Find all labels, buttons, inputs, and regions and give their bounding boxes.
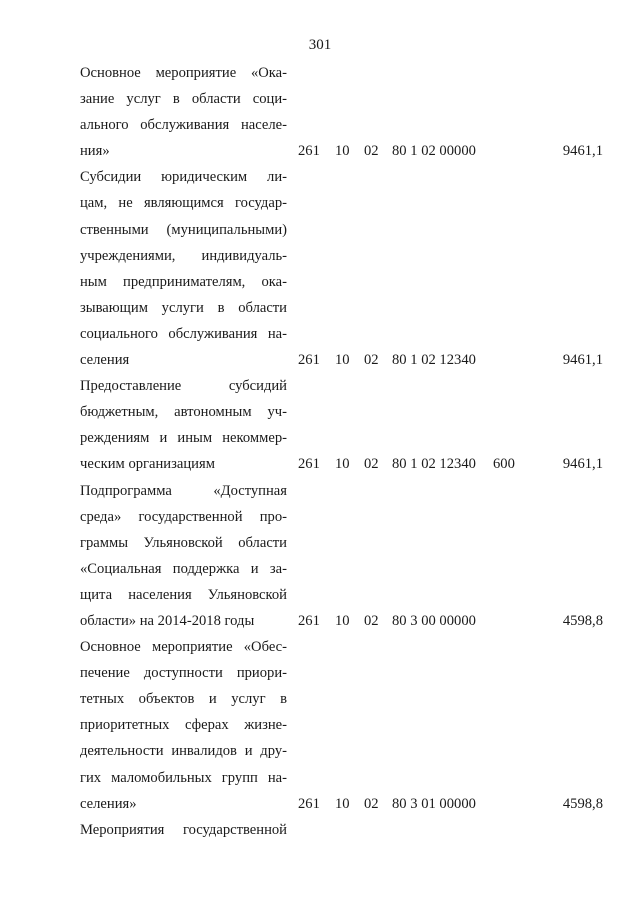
- row-name-line: учреждениями, индивидуаль-: [80, 247, 287, 264]
- row-target-code: 80 1 02 12340: [392, 456, 476, 473]
- row-section: 10: [335, 352, 350, 369]
- row-org-code: 261: [298, 795, 320, 812]
- table-row: [0, 164, 640, 373]
- row-name-line: цам, не являющимся государ-: [80, 195, 287, 212]
- row-target-code: 80 3 00 00000: [392, 613, 476, 629]
- row-subsection: 02: [364, 143, 379, 160]
- row-name-line: Субсидии юридическим ли-: [80, 169, 287, 186]
- row-name-line: социального обслуживания на-: [80, 325, 287, 342]
- table-row: [0, 634, 640, 817]
- row-name-line: ческим организациям: [80, 456, 215, 473]
- row-section: 10: [335, 613, 350, 629]
- row-name: [80, 373, 287, 477]
- row-name-line: Основное мероприятие «Обес-: [80, 639, 287, 656]
- row-name: [80, 60, 287, 164]
- row-sum: 9461,1: [562, 456, 603, 473]
- row-name-line: зание услуг в области соци-: [80, 91, 287, 108]
- row-name-line: гих маломобильных групп на-: [80, 769, 287, 786]
- row-name: [80, 478, 287, 635]
- row-target-code: 80 3 01 00000: [392, 795, 476, 812]
- row-sum: 4598,8: [562, 613, 603, 629]
- row-org-code: 261: [298, 613, 320, 629]
- row-name-line: деятельности инвалидов и дру-: [80, 743, 287, 760]
- row-name: [80, 634, 287, 817]
- row-name-line: реждениям и иным некоммер-: [80, 430, 287, 447]
- row-name-line: зывающим услуги в области: [80, 299, 287, 316]
- table-row: [0, 478, 640, 635]
- table-row: [0, 373, 640, 477]
- row-name-line: Мероприятия государственной: [80, 821, 287, 838]
- row-section: 10: [335, 143, 350, 160]
- row-name-line: области» на 2014-2018 годы: [80, 612, 255, 629]
- row-org-code: 261: [298, 456, 320, 473]
- row-name-line: Предоставление субсидий: [80, 378, 287, 395]
- row-name-line: ственными (муниципальными): [80, 221, 287, 238]
- row-section: 10: [335, 795, 350, 812]
- row-name-line: ния»: [80, 143, 110, 160]
- row-subsection: 02: [364, 795, 379, 812]
- row-name-line: Подпрограмма «Доступная: [80, 482, 287, 499]
- row-name-line: селения: [80, 352, 130, 369]
- row-section: 10: [335, 456, 350, 473]
- row-target-code: 80 1 02 12340: [392, 352, 476, 369]
- row-org-code: 261: [298, 352, 320, 369]
- row-name-line: селения»: [80, 795, 137, 812]
- row-subsection: 02: [364, 613, 379, 629]
- row-sum: 9461,1: [562, 143, 603, 160]
- row-sum: 4598,8: [562, 795, 603, 812]
- row-name-line: среда» государственной про-: [80, 508, 287, 525]
- row-target-code: 80 1 02 00000: [392, 143, 476, 160]
- table-row: [0, 817, 640, 843]
- budget-table: [0, 60, 640, 843]
- page-number: 301: [308, 37, 332, 53]
- row-name: [80, 817, 287, 843]
- row-subsection: 02: [364, 456, 379, 473]
- row-name-line: «Социальная поддержка и за-: [80, 560, 287, 577]
- row-name-line: приоритетных сферах жизне-: [80, 717, 287, 734]
- row-org-code: 261: [298, 143, 320, 160]
- row-name-line: ального обслуживания населе-: [80, 117, 287, 134]
- row-name-line: Основное мероприятие «Ока-: [80, 65, 287, 81]
- row-name-line: бюджетным, автономным уч-: [80, 404, 287, 421]
- row-name-line: щита населения Ульяновской: [80, 586, 287, 603]
- row-name-line: граммы Ульяновской области: [80, 534, 287, 551]
- row-expense-type: 600: [493, 456, 515, 473]
- row-name-line: ным предпринимателям, ока-: [80, 273, 287, 290]
- row-subsection: 02: [364, 352, 379, 369]
- row-name: [80, 164, 287, 373]
- row-name-line: печение доступности приори-: [80, 665, 287, 682]
- row-name-line: тетных объектов и услуг в: [80, 691, 287, 708]
- table-row: [0, 60, 640, 164]
- row-sum: 9461,1: [562, 352, 603, 369]
